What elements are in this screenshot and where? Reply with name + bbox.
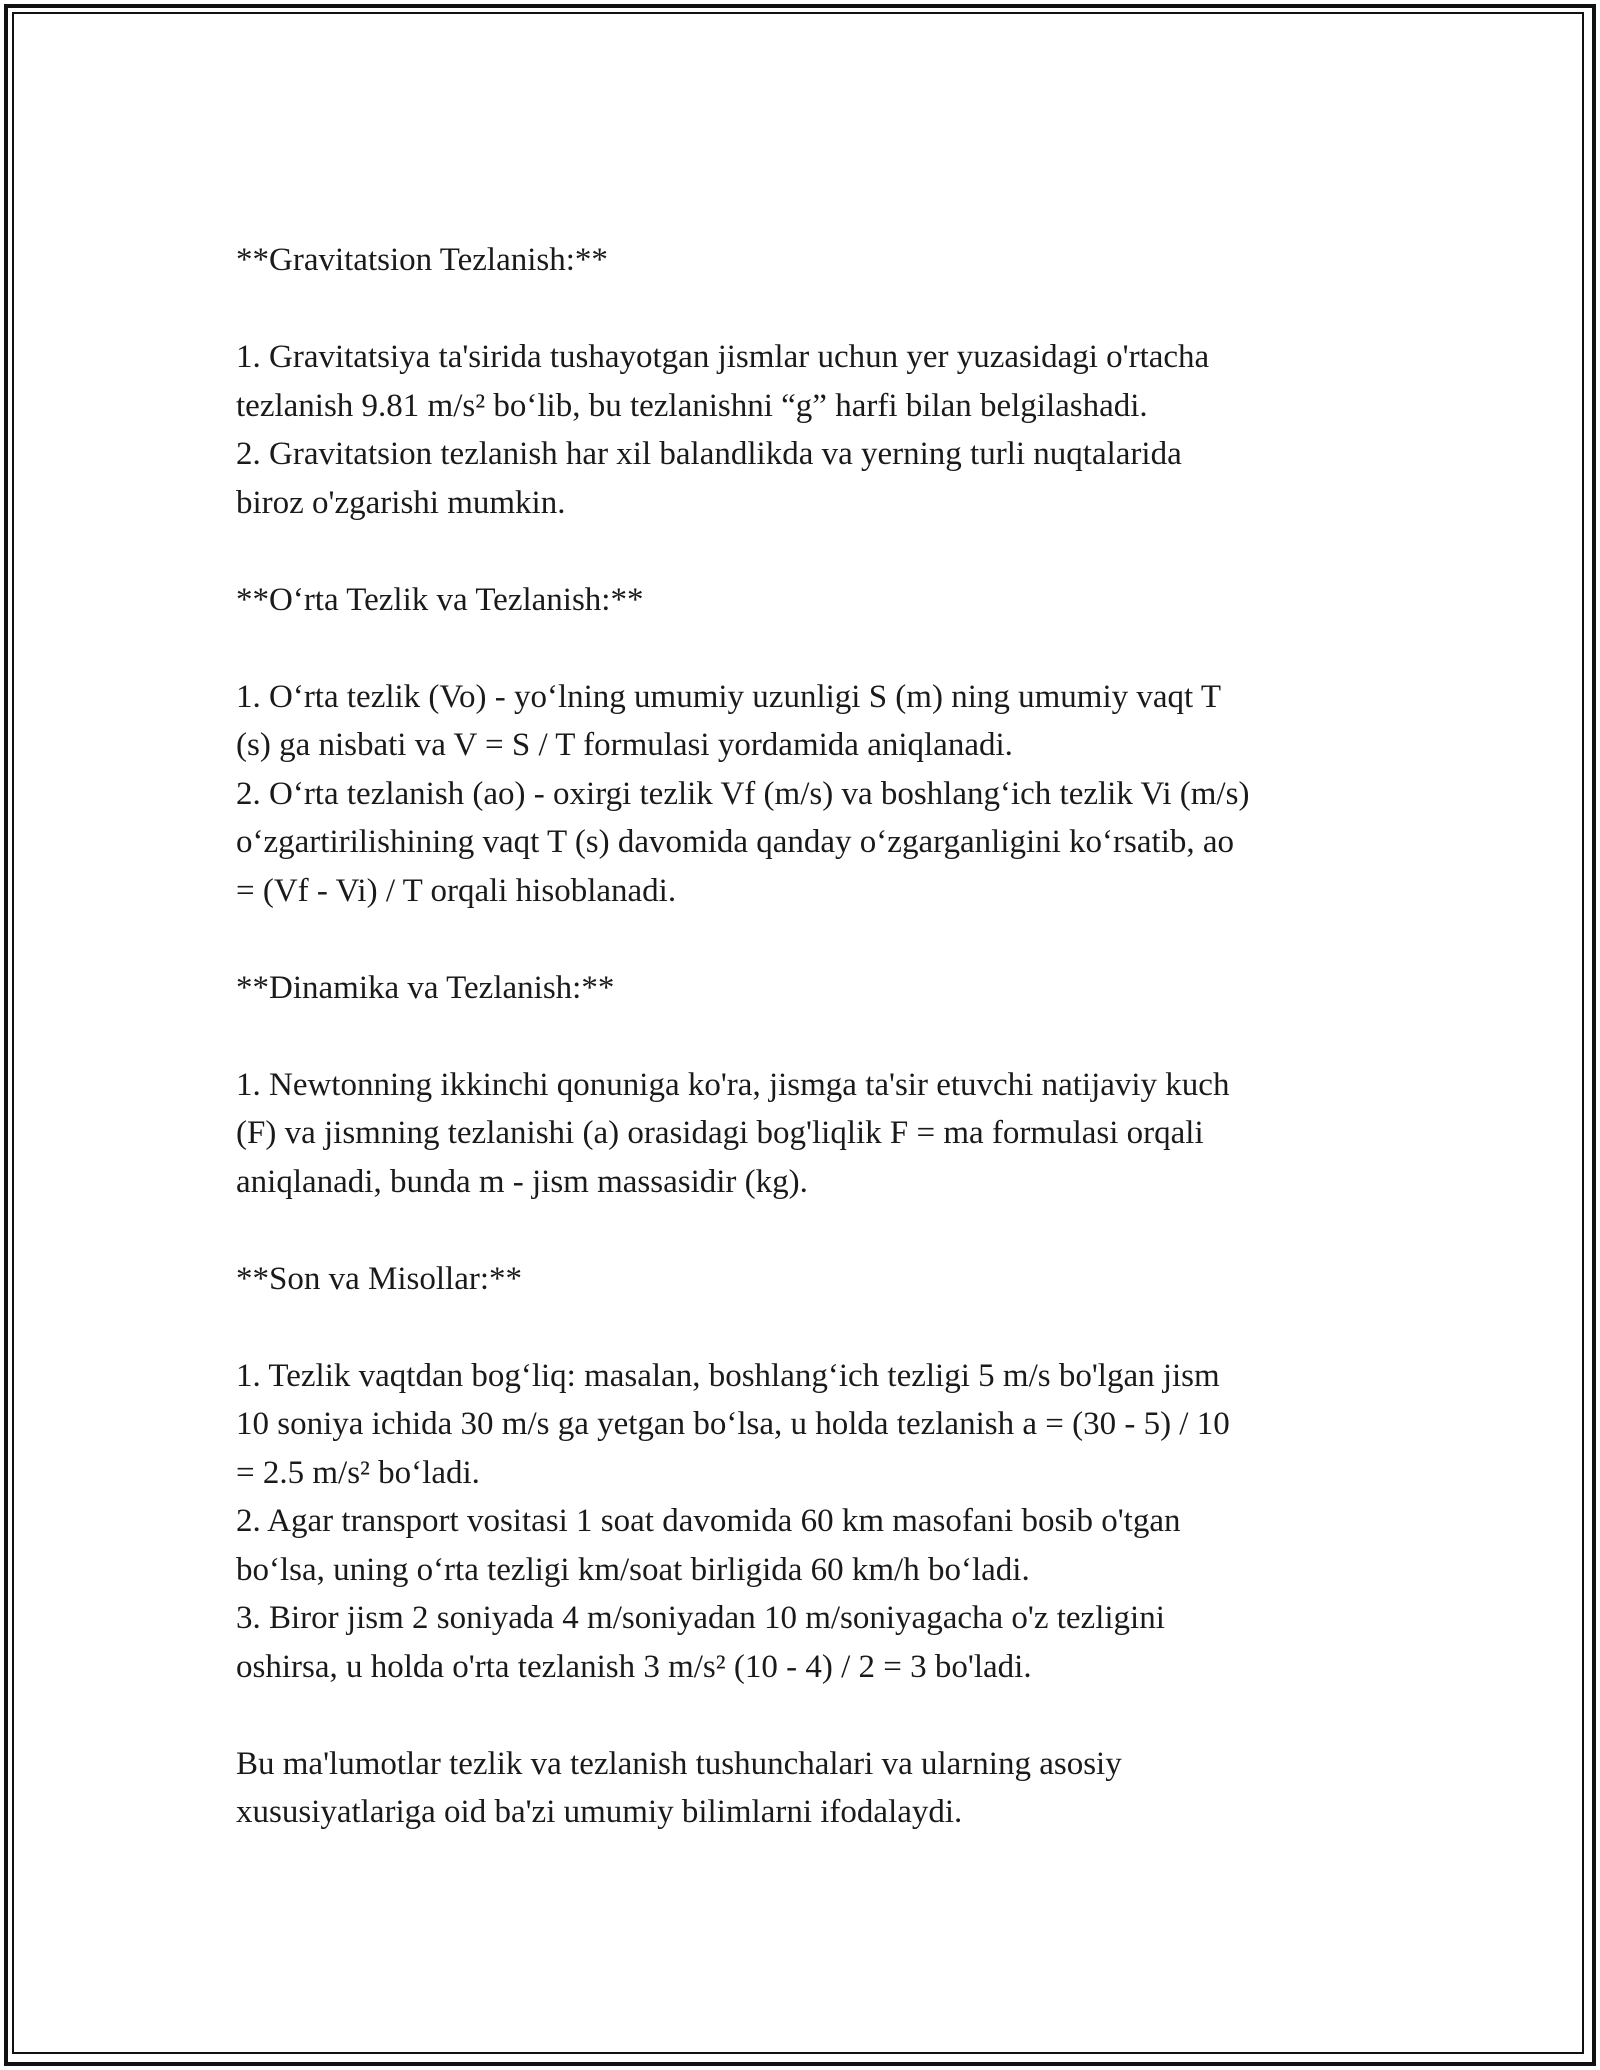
- text-line: bo‘lsa, uning o‘rta tezligi km/soat birligida 60 km/h bo‘ladi.: [236, 1551, 1030, 1588]
- text-line: = 2.5 m/s² bo‘ladi.: [236, 1454, 480, 1491]
- blank-line: [236, 285, 1376, 334]
- blank-line: [236, 1206, 1376, 1255]
- blank-line: [236, 1303, 1376, 1352]
- blank-line: [236, 1691, 1376, 1740]
- text-line: (F) va jismning tezlanishi (a) orasidagi bog'liqlik F = ma formulasi orqali: [236, 1115, 1204, 1151]
- text-line: 2. Gravitatsion tezlanish har xil balandlikda va yerning turli nuqtalarida: [236, 436, 1182, 472]
- text-line: 2. O‘rta tezlanish (ao) - oxirgi tezlik Vf (m/s) va boshlang‘ich tezlik Vi (m/s): [236, 775, 1250, 812]
- text-line: 1. O‘rta tezlik (Vo) - yo‘lning umumiy uzunligi S (m) ning umumiy vaqt T: [236, 678, 1222, 715]
- heading-son-misollar: **Son va Misollar:**: [236, 1260, 522, 1297]
- heading-dinamika: **Dinamika va Tezlanish:**: [236, 969, 615, 1006]
- text-line: 2. Agar transport vositasi 1 soat davomida 60 km masofani bosib o'tgan: [236, 1503, 1181, 1539]
- text-line: Bu ma'lumotlar tezlik va tezlanish tushunchalari va ularning asosiy: [236, 1745, 1122, 1782]
- text-line: 1. Tezlik vaqtdan bog‘liq: masalan, boshlang‘ich tezligi 5 m/s bo'lgan jism: [236, 1357, 1220, 1394]
- text-line: o‘zgartirilishining vaqt T (s) davomida qanday o‘zgarganligini ko‘rsatib, ao: [236, 824, 1235, 860]
- text-line: aniqlanadi, bunda m - jism massasidir (kg).: [236, 1163, 808, 1200]
- blank-line: [236, 624, 1376, 673]
- text-line: (s) ga nisbati va V = S / T formulasi yordamida aniqlanadi.: [236, 727, 1013, 763]
- blank-line: [236, 527, 1376, 576]
- text-line: oshirsa, u holda o'rta tezlanish 3 m/s² (10 - 4) / 2 = 3 bo'ladi.: [236, 1648, 1032, 1685]
- text-line: 1. Newtonning ikkinchi qonuniga ko'ra, jismga ta'sir etuvchi natijaviy kuch: [236, 1066, 1230, 1103]
- heading-orta-tezlik: **O‘rta Tezlik va Tezlanish:**: [236, 581, 644, 618]
- blank-line: [236, 915, 1376, 964]
- text-line: = (Vf - Vi) / T orqali hisoblanadi.: [236, 872, 677, 909]
- text-line: 3. Biror jism 2 soniyada 4 m/soniyadan 10 m/soniyagacha o'z tezligini: [236, 1600, 1165, 1636]
- text-line: 10 soniya ichida 30 m/s ga yetgan bo‘lsa, u holda tezlanish a = (30 - 5) / 10: [236, 1406, 1230, 1442]
- text-line: biroz o'zgarishi mumkin.: [236, 484, 566, 521]
- text-line: tezlanish 9.81 m/s² bo‘lib, bu tezlanishni “g” harfi bilan belgilashadi.: [236, 387, 1148, 424]
- heading-gravitatsion: **Gravitatsion Tezlanish:**: [236, 242, 608, 278]
- blank-line: [236, 1012, 1376, 1061]
- text-line: xususiyatlariga oid ba'zi umumiy bilimlarni ifodalaydi.: [236, 1794, 963, 1830]
- text-line: 1. Gravitatsiya ta'sirida tushayotgan jismlar uchun yer yuzasidagi o'rtacha: [236, 339, 1210, 375]
- document-body: [236, 236, 1376, 1837]
